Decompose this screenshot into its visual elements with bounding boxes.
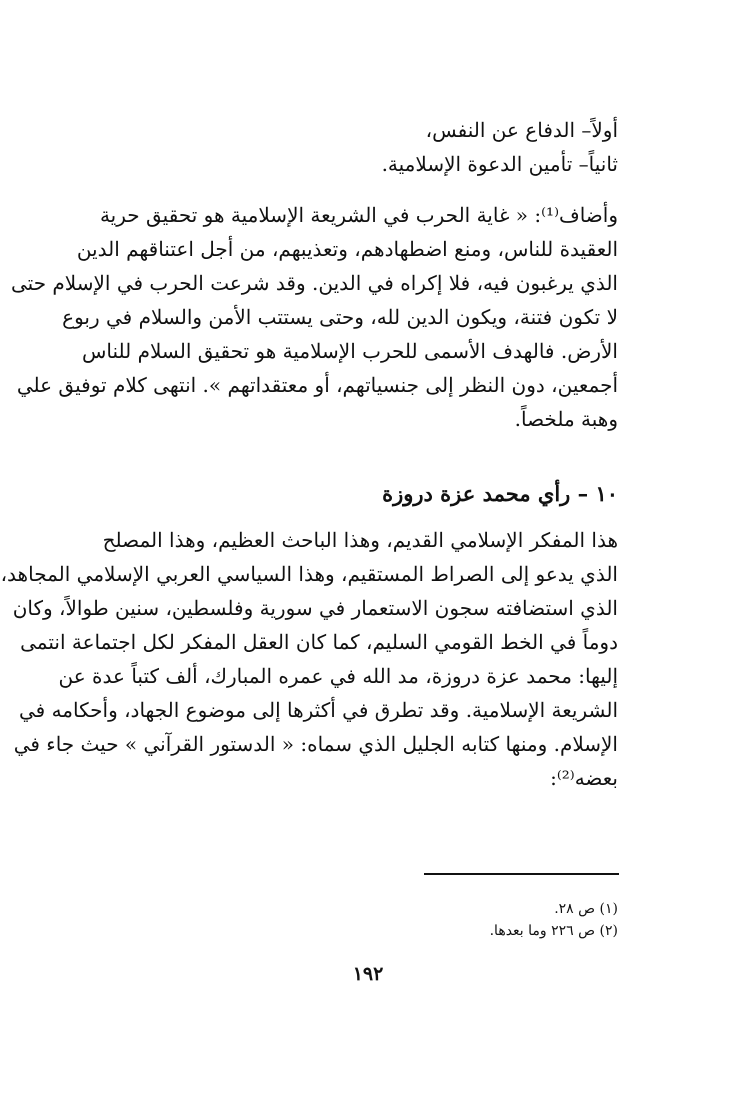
page-number: ١٩٢: [352, 963, 384, 985]
footnote-2: (٢) ص ٢٢٦ وما بعدها.: [489, 923, 618, 939]
paragraph-2-line: هذا المفكر الإسلامي القديم، وهذا الباحث العظيم، وهذا المصلح: [102, 528, 618, 552]
paragraph-1-line: العقيدة للناس، ومنع اضطهادهم، وتعذيبهم، من أجل اعتناقهم الدين: [76, 237, 618, 261]
footnote-1: (١) ص ٢٨.: [554, 901, 618, 917]
paragraph-1-line: لا تكون فتنة، ويكون الدين لله، وحتى يستتب الأمن والسلام في ربوع: [62, 305, 618, 329]
paragraph-2-line: الذي استضافته سجون الاستعمار في سورية وفلسطين، سنين طوالاً، وكان: [12, 596, 618, 620]
footnotes: [318, 898, 618, 942]
paragraph-1-line: أجمعين، دون النظر إلى جنسياتهم، أو معتقداتهم ». انتهى كلام توفيق علي: [16, 373, 618, 397]
section-heading: ١٠ – رأي محمد عزة دروزة: [382, 481, 618, 506]
paragraph-2: [0, 523, 618, 795]
paragraph-1-line: الذي يرغبون فيه، فلا إكراه في الدين. وقد شرعت الحرب في الإسلام حتى: [11, 271, 618, 295]
paragraph-1: [11, 198, 618, 436]
intro-list: [118, 113, 618, 181]
paragraph-2-line: إليها: محمد عزة دروزة، مد الله في عمره المبارك، ألف كتباً عدة عن: [58, 664, 618, 688]
intro-line-1: أولاً– الدفاع عن النفس،: [425, 118, 618, 142]
paragraph-2-line: بعضه⁽²⁾:: [550, 766, 618, 790]
intro-line-2: ثانياً– تأمين الدعوة الإسلامية.: [381, 152, 618, 176]
footnote-divider: [424, 873, 619, 875]
paragraph-1-line: وأضاف⁽¹⁾: « غاية الحرب في الشريعة الإسلامية هو تحقيق حرية: [99, 203, 618, 227]
paragraph-2-line: دوماً في الخط القومي السليم، كما كان العقل المفكر لكل اجتماعة انتمى: [20, 630, 618, 654]
paragraph-1-line: وهبة ملخصاً.: [514, 407, 618, 431]
paragraph-2-line: الذي يدعو إلى الصراط المستقيم، وهذا السياسي العربي الإسلامي المجاهد،: [0, 562, 618, 586]
paragraph-2-line: الشريعة الإسلامية. وقد تطرق في أكثرها إلى موضوع الجهاد، وأحكامه في: [18, 698, 618, 722]
paragraph-2-line: الإسلام. ومنها كتابه الجليل الذي سماه: « الدستور القرآني » حيث جاء في: [13, 732, 618, 756]
paragraph-1-line: الأرض. فالهدف الأسمى للحرب الإسلامية هو تحقيق السلام للناس: [81, 339, 618, 363]
